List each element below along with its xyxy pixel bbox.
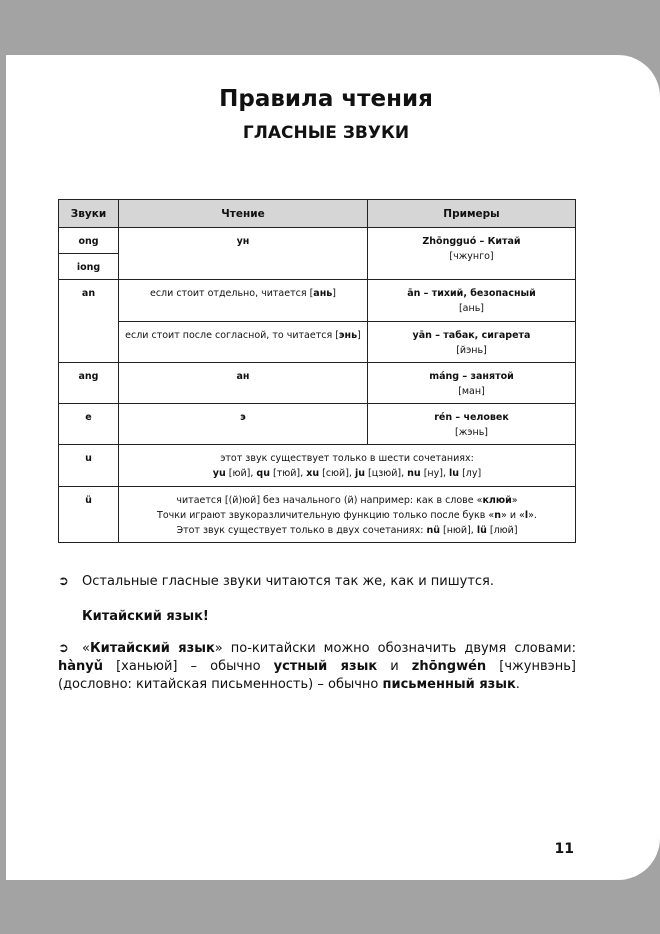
bold-text: клюй [482,495,512,506]
table-row [59,487,576,543]
paragraph-text: Остальные гласные звуки читаются так же, как и пишутся. [82,574,495,589]
text: [нюй], [439,525,477,536]
bold-text: n [494,510,501,521]
text: [сюй], [319,468,355,479]
bold-text: zhōngwén [411,659,487,674]
reading-line [123,466,571,481]
bold-text: qu [256,468,270,479]
header-sounds: Звуки [59,200,119,228]
bold-text: ань [313,288,333,299]
text: « [82,641,90,656]
header-reading: Чтение [119,200,368,228]
bullet-paragraph [58,640,576,694]
example-transcription: [йэнь] [456,345,487,356]
example-word: Zhōngguó – Китай [422,236,521,247]
bold-text: nu [407,468,421,479]
sound-cell: iong [59,254,119,280]
sound-cell: u [59,445,119,487]
example-transcription: [ман] [458,386,485,397]
reading-line: этот звук существует только в шести сочетаниях: [220,453,474,464]
bold-text: ju [354,468,365,479]
page-title: Правила чтения [219,86,433,112]
vowels-table [58,199,576,543]
bold-text: xu [306,468,320,479]
sound-cell: e [59,404,119,445]
sound-cell: ong [59,228,119,254]
text: Точки играют звукоразличительную функцию только после букв « [157,510,495,521]
example-word: yān – табак, сигарета [412,330,531,341]
table-row [59,228,576,254]
table-row [59,404,576,445]
sound-cell: ü [59,487,119,543]
example-transcription: [чжунго] [449,251,494,262]
page-subtitle: ГЛАСНЫЕ ЗВУКИ [242,123,410,143]
text: [тюй], [270,468,307,479]
bold-text: устный язык [273,659,378,674]
example-word: ān – тихий, безопасный [407,288,536,299]
bold-text: nü [426,525,440,536]
bold-text: l [524,510,529,521]
bold-text: lu [449,468,460,479]
example-word: rén – человек [434,412,509,423]
reading-cell: э [119,404,368,445]
example-cell [368,228,576,280]
table-header-row [59,200,576,228]
example-transcription: [ань] [458,303,485,314]
bold-text: энь [338,330,358,341]
page-number: 11 [554,841,574,857]
reading-line [123,523,571,538]
arrow-bullet-icon: ➲ [58,574,69,589]
reading-cell [119,322,368,363]
text: [лу] [459,468,482,479]
page [6,55,660,880]
text: ». [528,510,537,521]
text: . [515,677,520,692]
example-word: máng – занятой [429,371,514,382]
paragraph-text [58,641,576,692]
table-row [59,322,576,363]
reading-cell: ун [119,228,368,280]
table-row [59,363,576,404]
table-row [59,445,576,487]
text: » по-китайски можно обозначить двумя словами: [214,641,577,656]
bold-text: Китайский язык [89,641,215,656]
text: » [511,495,518,506]
text: если стоит отдельно, читается [ [149,288,314,299]
text: [цзюй], [365,468,408,479]
example-cell [368,404,576,445]
reading-line [123,508,571,523]
example-cell [368,363,576,404]
example-cell [368,280,576,322]
bullet-paragraph [58,573,576,591]
text: [ханьюй] – обычно [103,659,274,674]
example-transcription: [жэнь] [455,427,488,438]
text: [чжунвэнь] (дословно: китайская письменность) – обычно [58,659,576,692]
reading-line [123,493,571,508]
section-heading: Китайский язык! [82,609,209,624]
text: [ну], [420,468,450,479]
reading-cell [119,445,576,487]
reading-cell [119,280,368,322]
bold-text: письменный язык [382,677,516,692]
text: ] [332,288,336,299]
text: » и « [500,510,525,521]
bold-text: yu [212,468,226,479]
example-cell [368,322,576,363]
text: [юй], [225,468,257,479]
text: [люй] [486,525,518,536]
bold-text: hànyǔ [58,659,104,674]
text: если стоит после согласной, то читается [ [125,330,339,341]
sound-cell: ang [59,363,119,404]
table-row [59,280,576,322]
arrow-bullet-icon: ➲ [58,641,69,656]
text: ] [357,330,361,341]
sound-cell: an [59,280,119,363]
text: и [377,659,412,674]
bold-text: lü [476,525,487,536]
header-examples: Примеры [368,200,576,228]
reading-cell: ан [119,363,368,404]
text: Этот звук существует только в двух сочетаниях: [176,525,427,536]
reading-cell [119,487,576,543]
text: читается [(й)юй] без начального (й) например: как в слове « [176,495,483,506]
